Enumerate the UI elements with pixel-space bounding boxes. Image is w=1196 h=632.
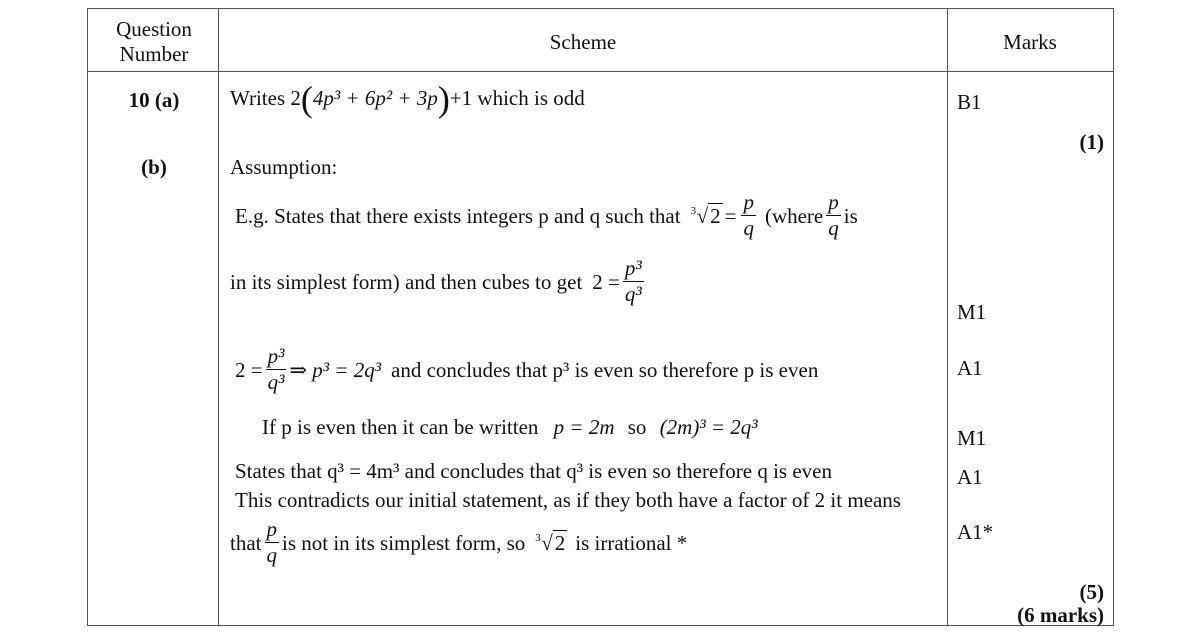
mark-a1-star: A1* bbox=[957, 520, 994, 544]
q-even-line: States that q³ = 4m³ and concludes that q³ is even so therefore q is even bbox=[235, 459, 832, 483]
expr-coefficient: 2 bbox=[290, 86, 301, 110]
fraction-p3-over-q3: $\frac{\text{p³}}{\text{q³}}$ bbox=[624, 256, 642, 306]
mark-m1: M1 bbox=[957, 300, 987, 324]
column-divider bbox=[218, 9, 219, 625]
irrational-conclusion: that $\frac{p}{q}$ is not in its simplest form, so 3 √2 is irrational * bbox=[230, 517, 688, 567]
fraction-p3-over-q3: $\frac{\text{p³}}{\text{q³}}$ bbox=[267, 344, 285, 394]
part-a-label: 10 (a) bbox=[128, 88, 180, 112]
simplest-form-line: in its simplest form) and then cubes to get 2 = $\frac{\text{p³}}{\text{q³}}$ bbox=[230, 256, 642, 306]
contradiction-line: This contradicts our initial statement, as if they both have a factor of 2 it means bbox=[235, 488, 901, 512]
part-a-answer: Writes 2(4p³ + 6p² + 3p)+1 which is odd bbox=[230, 79, 585, 119]
assumption-heading: Assumption: bbox=[230, 155, 338, 179]
part-a-total: (1) bbox=[1079, 130, 1104, 154]
header-divider bbox=[88, 71, 1113, 72]
expr-inner: 4p³ + 6p² + 3p bbox=[312, 86, 438, 110]
header-marks: Marks bbox=[1003, 30, 1057, 54]
column-divider bbox=[947, 9, 948, 625]
fraction-p-over-q: $\frac{p}{q}$ bbox=[266, 517, 277, 567]
p-equals-2m-line: If p is even then it can be written p = 2m so (2m)³ = 2q³ bbox=[262, 415, 758, 439]
writes-text: Writes bbox=[230, 86, 286, 110]
eg-line-text: E.g. States that there exists integers p and q such that bbox=[235, 203, 681, 228]
fraction-p-over-q: $\frac{p}{q}$ bbox=[743, 190, 754, 240]
fraction-p-over-q: $\frac{p}{q}$ bbox=[828, 190, 839, 240]
mark-a1: A1 bbox=[957, 356, 983, 380]
odd-conclusion: which is odd bbox=[477, 86, 585, 110]
part-b-label: (b) bbox=[141, 155, 167, 179]
header-scheme: Scheme bbox=[549, 30, 617, 54]
eg-statement: E.g. States that there exists integers p and q such that 3 √2 = $\frac{p}{q}$ (where $\frac{p}{q}$ is bbox=[235, 190, 858, 240]
part-b-total: (5) bbox=[1079, 580, 1104, 604]
cube-root-2: 3 √2 bbox=[535, 530, 566, 555]
header-question-number: Question Number bbox=[116, 17, 192, 66]
mark-m1: M1 bbox=[957, 426, 987, 450]
mark-b1: B1 bbox=[957, 90, 982, 114]
cube-root-2: 3 √2 bbox=[690, 203, 721, 228]
mark-a1: A1 bbox=[957, 465, 983, 489]
p-even-line: 2 = $\frac{\text{p³}}{\text{q³}}$ ⇒ p³ = 2q³ and concludes that p³ is even so therefore p is even bbox=[235, 344, 819, 394]
question-total: (6 marks) bbox=[1017, 603, 1104, 627]
expr-tail: +1 bbox=[449, 86, 473, 110]
